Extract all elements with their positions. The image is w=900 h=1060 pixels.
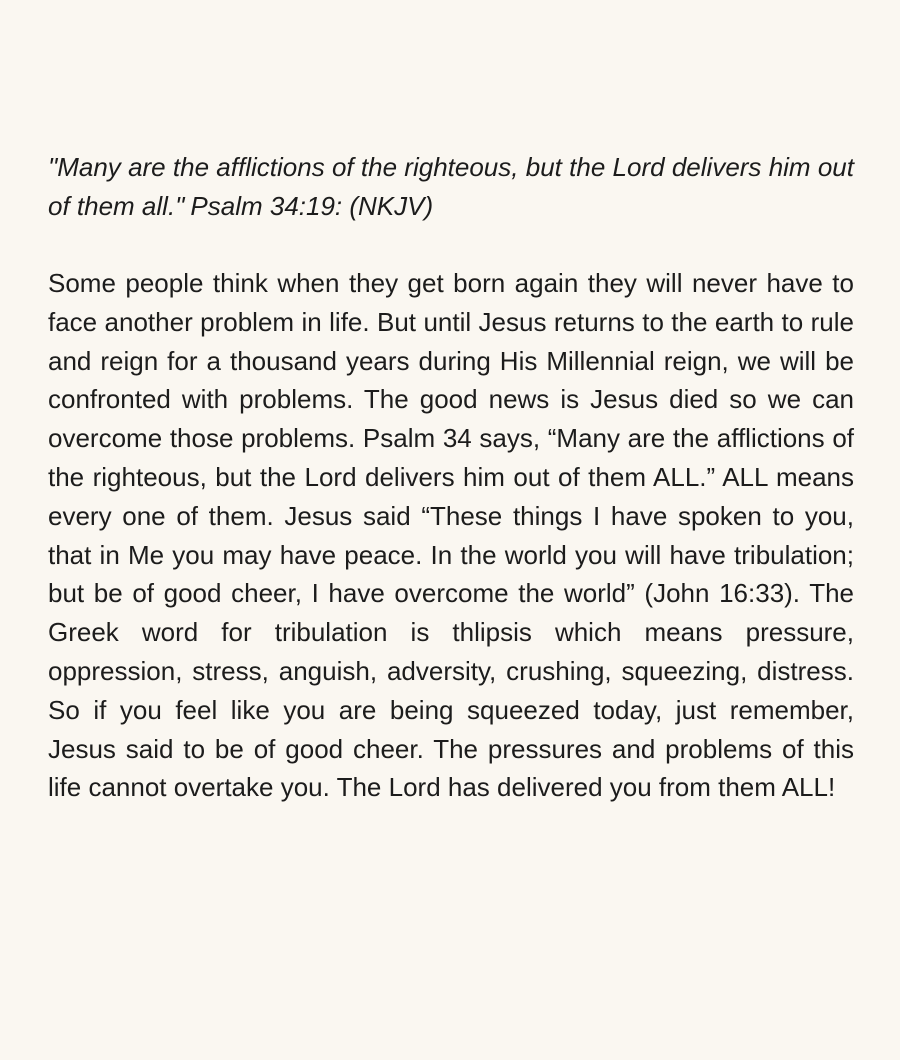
devotional-body: Some people think when they get born again they will never have to face another problem in life. But until Jesus returns to the earth to rule and reign for a thousand years during His Millennial reign, we will be confronted with problems. The good news is Jesus died so we can overcome those problems. Psalm 34 says, “Many are the afflictions of the righteous, but the Lord delivers him out of them ALL.” ALL means every one of them. Jesus said “These things I have spoken to you, that in Me you may have peace. In the world you will have tribulation; but be of good cheer, I have overcome the world” (John 16:33). The Greek word for tribulation is thlipsis which means pressure, oppression, stress, anguish, adversity, crushing, squeezing, distress. So if you feel like you are being squeezed today, just remember, Jesus said to be of good cheer. The pressures and problems of this life cannot overtake you. The Lord has delivered you from them ALL!: [48, 268, 854, 803]
verse-reference: Psalm 34:19: (NKJV): [190, 191, 434, 221]
scripture-verse: [48, 148, 854, 226]
verse-quote: "Many are the afflictions of the righteous, but the Lord delivers him out of them all.": [48, 152, 854, 221]
